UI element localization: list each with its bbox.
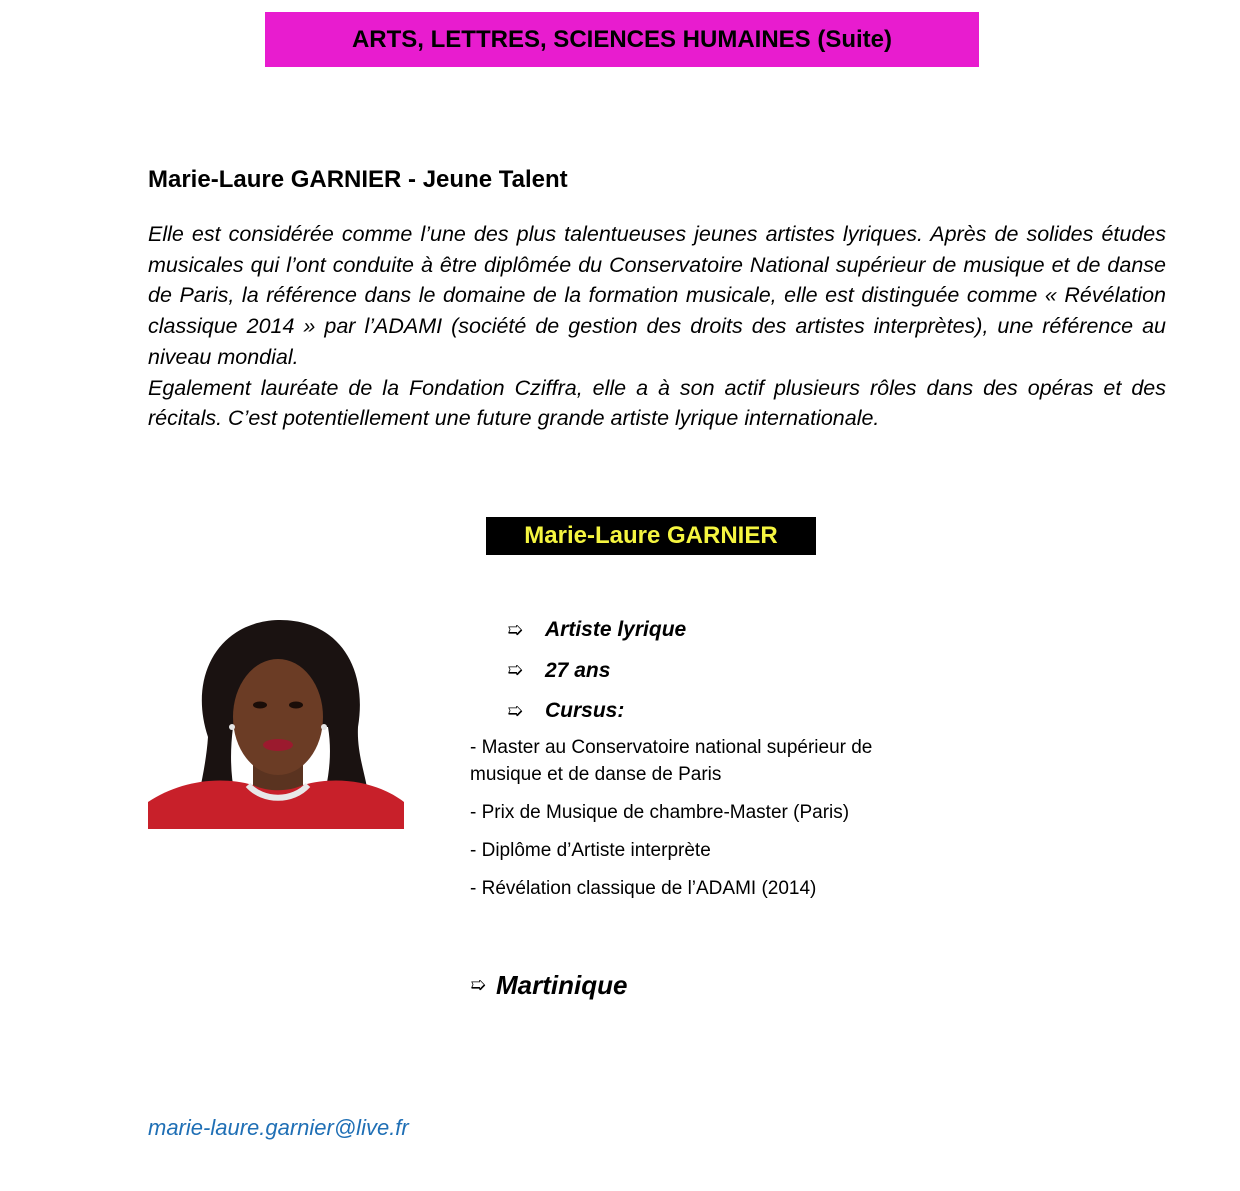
section-banner [265, 12, 979, 67]
fact-item [507, 691, 686, 732]
fact-text: Artiste lyrique [545, 618, 687, 642]
cursus-item: - Prix de Musique de chambre-Master (Paris) [470, 802, 850, 823]
section-title: ARTS, LETTRES, SCIENCES HUMAINES (Suite) [351, 25, 893, 53]
portrait-photo [148, 617, 404, 829]
fact-item [507, 651, 686, 692]
cursus-item: - Master au Conservatoire national supérieur de musique et de danse de Paris [470, 737, 873, 785]
cursus-item: - Diplôme d’Artiste interprète [470, 840, 711, 861]
bio-paragraph-1: Elle est considérée comme l’une des plus talentueuses jeunes artistes lyriques. Après de solides études musicales qui l’ont conduite à être diplômée du Conservatoire National supérieur de musique et de danse de Paris, la référence dans le domaine de la formation musicale, elle est distinguée comme « Révélation classique 2014 » par l’ADAMI (société de gestion des droits des artistes interprètes), une référence au niveau mondial. [148, 222, 1166, 369]
arrow-icon: ➯ [507, 619, 523, 641]
arrow-icon: ➯ [507, 660, 523, 682]
origin [470, 970, 627, 1001]
biography [148, 219, 1166, 434]
arrow-icon: ➯ [507, 700, 523, 722]
person-heading: Marie-Laure GARNIER - Jeune Talent [148, 166, 568, 193]
fact-item [507, 610, 686, 651]
cursus-list [470, 734, 910, 913]
arrow-icon: ➯ [470, 975, 486, 996]
name-plate [486, 517, 816, 555]
bio-paragraph-2: Egalement lauréate de la Fondation Cziffra, elle a à son actif plusieurs rôles dans des opéras et des récitals. C’est potentiellement une future grande artiste lyrique internationale. [148, 375, 1166, 431]
fact-text: Cursus: [545, 699, 625, 723]
origin-text: Martinique [496, 970, 628, 1000]
name-plate-text: Marie-Laure GARNIER [524, 522, 778, 549]
cursus-item: - Révélation classique de l’ADAMI (2014) [470, 878, 817, 899]
email-link[interactable]: marie-laure.garnier@live.fr [148, 1115, 409, 1140]
facts-list [507, 610, 686, 732]
fact-text: 27 ans [545, 658, 611, 682]
